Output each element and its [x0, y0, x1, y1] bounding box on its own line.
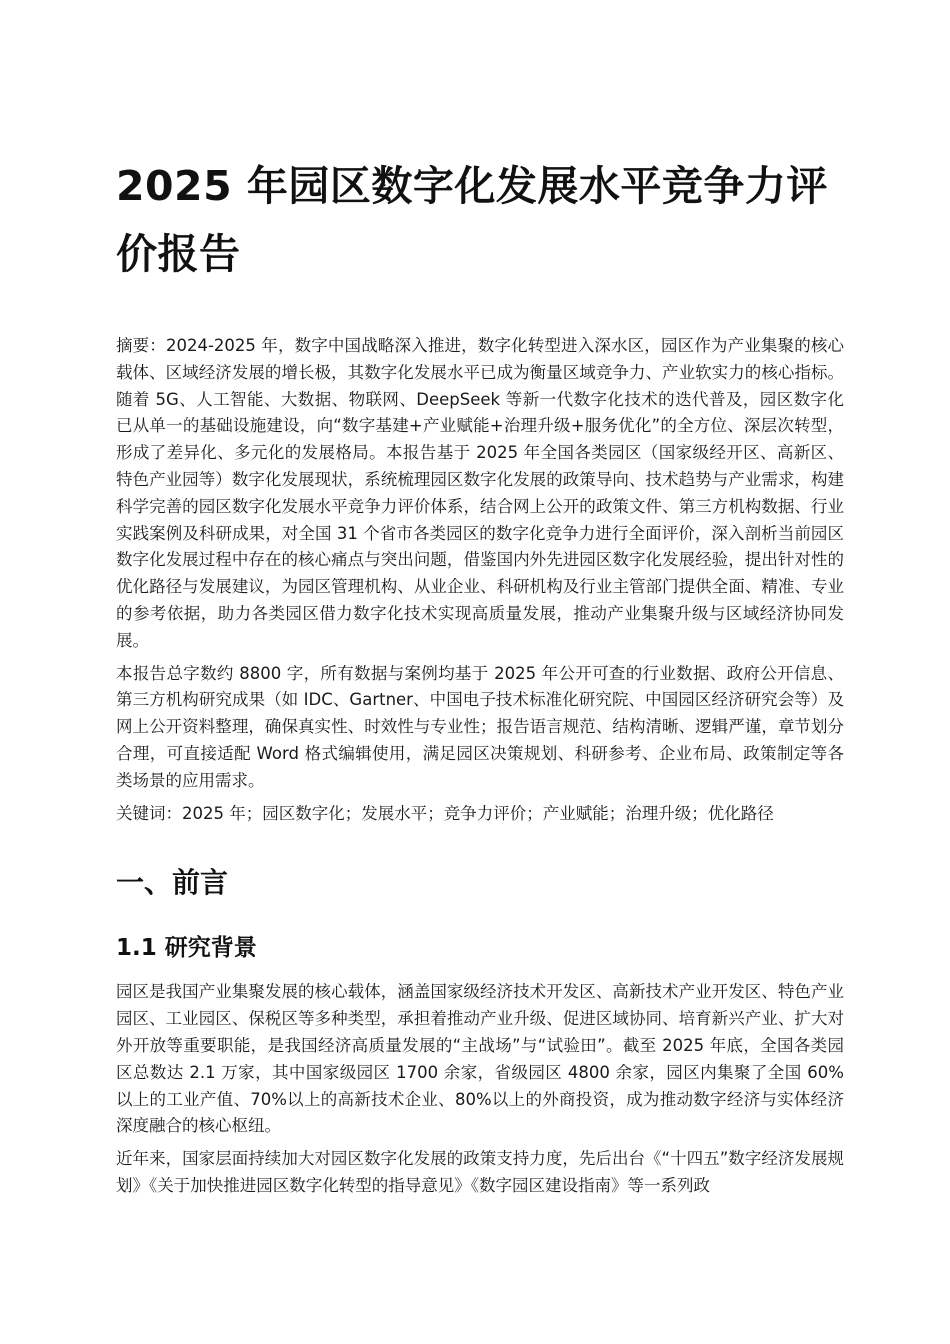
subsection-heading-background: 1.1 研究背景	[116, 935, 257, 962]
abstract-paragraph: 摘要：2024-2025 年，数字中国战略深入推进，数字化转型进入深水区，园区作为产业集聚的核心载体、区域经济发展的增长极，其数字化发展水平已成为衡量区域竞争力、产业软实力的核心指标。随着 5G、人工智能、大数据、物联网、DeepSeek 等新一代数字化技术的迭代普及，园区数字化已从单一的基础设施建设，向“数字基建+产业赋能+治理升级+服务优化”的全方位、深层次转型，形成了差异化、多元化的发展格局。本报告基于 2025 年全国各类园区（国家级经开区、高新区、特色产业园等）数字化发展现状，系统梳理园区数字化发展的政策导向、技术趋势与产业需求，构建科学完善的园区数字化发展水平竞争力评价体系，结合网上公开的政策文件、第三方机构数据、行业实践案例及科研成果，对全国 31 个省市各类园区的数字化竞争力进行全面评价，深入剖析当前园区数字化发展过程中存在的核心痛点与突出问题，借鉴国内外先进园区数字化发展经验，提出针对性的优化路径与发展建议，为园区管理机构、从业企业、科研机构及行业主管部门提供全面、精准、专业的参考依据，助力各类园区借力数字化技术实现高质量发展，推动产业集聚升级与区域经济协同发展。	[116, 336, 844, 650]
document-page	[116, 152, 844, 1200]
section-heading-preface: 一、前言	[116, 866, 229, 900]
document-title: 2025 年园区数字化发展水平竞争力评价报告	[116, 162, 828, 278]
report-statement-paragraph: 本报告总字数约 8800 字，所有数据与案例均基于 2025 年公开可查的行业数据、政府公开信息、第三方机构研究成果（如 IDC、Gartner、中国电子技术标准化研究院、中国园区经济研究会等）及网上公开资料整理，确保真实性、时效性与专业性；报告语言规范、结构清晰、逻辑严谨，章节划分合理，可直接适配 Word 格式编辑使用，满足园区决策规划、科研参考、企业布局、政策制定等各类场景的应用需求。	[116, 663, 844, 790]
background-paragraph-1: 园区是我国产业集聚发展的核心载体，涵盖国家级经济技术开发区、高新技术产业开发区、特色产业园区、工业园区、保税区等多种类型，承担着推动产业升级、促进区域协同、培育新兴产业、扩大对外开放等重要职能，是我国经济高质量发展的“主战场”与“试验田”。截至 2025 年底，全国各类园区总数达 2.1 万家，其中国家级园区 1700 余家，省级园区 4800 余家，园区内集聚了全国 60%以上的工业产值、70%以上的高新技术企业、80%以上的外商投资，成为推动数字经济与实体经济深度融合的核心枢纽。	[116, 982, 844, 1136]
background-paragraph-2: 近年来，国家层面持续加大对园区数字化发展的政策支持力度，先后出台《“十四五”数字经济发展规划》《关于加快推进园区数字化转型的指导意见》《数字园区建设指南》等一系列政	[116, 1149, 844, 1195]
keywords-line: 关键词：2025 年；园区数字化；发展水平；竞争力评价；产业赋能；治理升级；优化路径	[116, 803, 774, 823]
